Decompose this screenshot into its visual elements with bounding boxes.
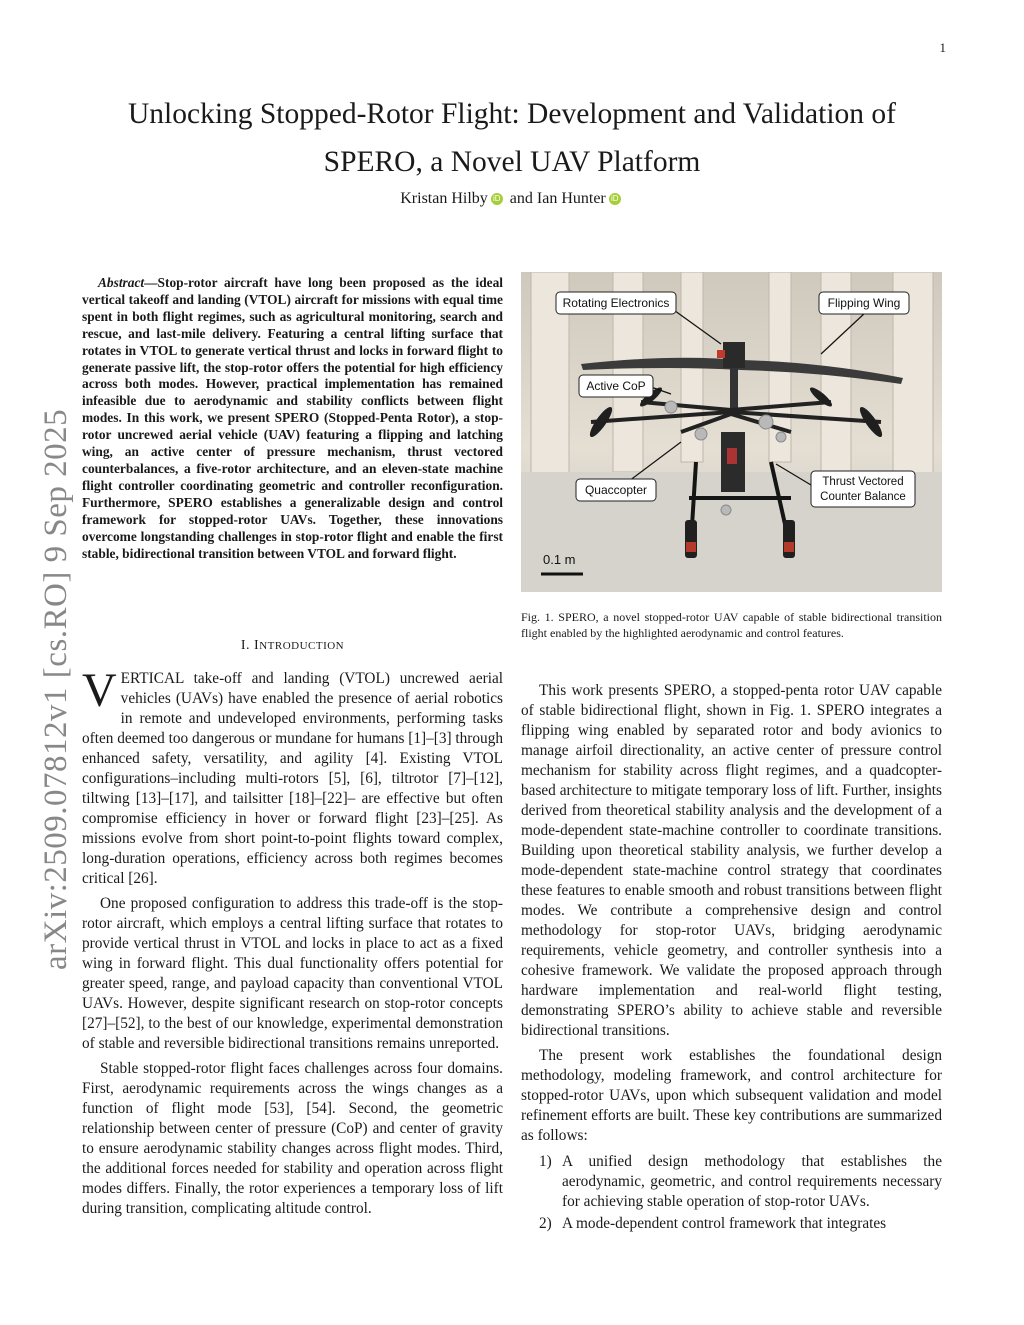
dropcap: V	[82, 664, 117, 717]
paragraph: Stable stopped-rotor flight faces challenges across four domains. First, aerodynamic requirements across the wings changes as a function of flight mode [53], [54]. Second, the geometric relationship between center of pressure (CoP) and center of gravity to ensure aerodynamic stability changes across flight modes. Third, the additional forces needed for stability and operation across flight modes differs. Finally, the rotor experiences a temporary loss of lift during transition, complicating altitude control.	[82, 1060, 503, 1217]
author-line	[100, 190, 924, 208]
right-foot-cap	[784, 542, 794, 552]
paragraph: This work presents SPERO, a stopped-penta rotor UAV capable of stable bidirectional flight, shown in Fig. 1. SPERO integrates a flipping wing enabled by separated rotor and body avionics to manage airfoil directionality, an active center of pressure control mechanism for stability across flight regimes, and a quadcopter-based architecture to mitigate temporary loss of lift. Further, insights derived from theoretical stability analysis and the development of a mode-dependent state-machine controller to coordinate transitions. Building upon theoretical stability analysis, we further develop a mode-dependent state-machine control strategy that coordinates these features to enable smooth and robust transitions between flight modes. We contribute a comprehensive design and control methodology for stop-rotor UAVs, bridging aerodynamic requirements, vehicle geometry, and controller synthesis into a cohesive framework. We validate the proposed approach through hardware implementation and real-world flight testing, demonstrating SPERO’s ability to achieve stable and reversible bidirectional transitions.	[521, 682, 942, 1039]
author-joiner: and	[509, 190, 533, 207]
abstract-label: Abstract	[98, 275, 145, 290]
label-flipping-wing: Flipping Wing	[827, 296, 901, 310]
battery-indicator	[727, 448, 737, 464]
author-name: Ian Hunter	[536, 190, 606, 207]
arxiv-identifier: arXiv:2509.07812v1 [cs.RO] 9 Sep 2025	[38, 408, 74, 970]
section-initial: I	[254, 638, 260, 653]
page-number: 1	[939, 40, 946, 55]
electronics-led	[717, 350, 725, 358]
right-foot	[783, 520, 795, 558]
paragraph: One proposed configuration to address this trade-off is the stop-rotor aircraft, which employs a central lifting surface that rotates to provide vertical thrust in VTOL and locks in place to act as a fixed wing in forward flight. This dual functionality offers potential for greater speed, range, and payload capacity than conventional VTOL UAVs. However, despite significant research on stop-rotor concepts [27]–[52], to the best of our knowledge, experimental demonstration of stable and reversible bidirectional transitions remains unreported.	[82, 895, 503, 1052]
abstract	[82, 275, 503, 562]
orcid-icon[interactable]: iD	[609, 193, 621, 205]
label-quadcopter: Quaccopter	[584, 483, 648, 497]
author-name: Kristan Hilby	[400, 190, 488, 207]
list-text: A mode-dependent control framework that integrates	[562, 1215, 887, 1232]
uav-photo-illustration	[521, 272, 942, 592]
figure-caption: Fig. 1. SPERO, a novel stopped-rotor UAV capable of stable bidirectional transition flight enabled by the highlighted aerodynamic and control features.	[521, 610, 942, 640]
scale-bar-label: 0.1 m	[543, 552, 576, 567]
list-text: A unified design methodology that establishes the aerodynamic, geometric, and control requirements necessary for achieving stable operation of stop-rotor UAVs.	[562, 1153, 942, 1210]
section-heading	[82, 638, 503, 654]
abstract-text: —Stop-rotor aircraft have long been proposed as the ideal vertical takeoff and landing (VTOL) aircraft for missions with equal time spent in both flight regimes, such as agricultural monitoring, search and rescue, and last-mile delivery. Featuring a central lifting surface that rotates in VTOL to generate vertical thrust and locks in forward flight to generate passive lift, the stop-rotor offers the potential for high efficiency across both modes. However, practical implementation has remained infeasible due to aerodynamic and stability conflicts between flight modes. In this work, we present SPERO (Stopped-Penta Rotor), a stop-rotor uncrewed aerial vehicle (UAV) featuring a flipping and latching wing, an active center of pressure mechanism, thrust vectored counterbalances, a five-rotor architecture, and an eleven-state machine flight controller coordinating geometric and controller reconfiguration. Furthermore, SPERO establishes a generalizable design and control framework for stopped-rotor UAVs. Together, these innovations overcome longstanding challenges in stop-rotor flight and enable the first stable, bidirectional transition between VTOL and forward flight.	[82, 275, 503, 561]
list-number: 2)	[539, 1215, 552, 1232]
left-column-body	[82, 664, 503, 1224]
paper-title: Unlocking Stopped-Rotor Flight: Development and Validation of SPERO, a Novel UAV Platform	[127, 98, 896, 178]
figure-spero-photo	[521, 272, 942, 592]
label-thrust-vectored-line1: Thrust Vectored	[822, 476, 904, 488]
list-item	[521, 1152, 942, 1212]
right-column-body	[521, 681, 942, 1236]
list-item	[521, 1214, 942, 1234]
left-foot-cap	[686, 542, 696, 552]
label-rotating-electronics: Rotating Electronics	[562, 296, 670, 310]
label-thrust-vectored-line2: Counter Balance	[820, 491, 906, 503]
orcid-icon[interactable]: iD	[491, 193, 503, 205]
section-title-rest: NTRODUCTION	[259, 640, 345, 652]
left-foot	[685, 520, 697, 558]
paragraph: The present work establishes the foundational design methodology, modeling framework, and control architecture for stopped-rotor UAVs, upon which subsequent validation and model refinement efforts are built. These key contributions are summarized as follows:	[521, 1047, 942, 1144]
contributions-list	[521, 1152, 942, 1234]
paragraph: VERTICAL take-off and landing (VTOL) uncrewed aerial vehicles (UAVs) have enabled the presence of aerial robotics in remote and undeveloped environments, performing tasks often deemed too dangerous or mundane for humans [1]–[3] through enhanced safety, versatility, and agility [4]. Existing VTOL configurations–including multi-rotors [5], [6], tiltrotor [7]–[12], tiltwing [13]–[17], and tailsitter [18]–[22]– are effective but often compromise efficiency in hover or forward flight [23]–[25]. As missions evolve from short point-to-point flights toward complex, long-duration operations, efficiency across both regimes becomes critical [26].	[82, 664, 503, 887]
mast	[730, 368, 738, 408]
section-numeral: I.	[240, 638, 251, 653]
rotating-electronics-box	[723, 342, 745, 368]
label-active-cop: Active CoP	[586, 379, 646, 393]
list-number: 1)	[539, 1153, 552, 1170]
